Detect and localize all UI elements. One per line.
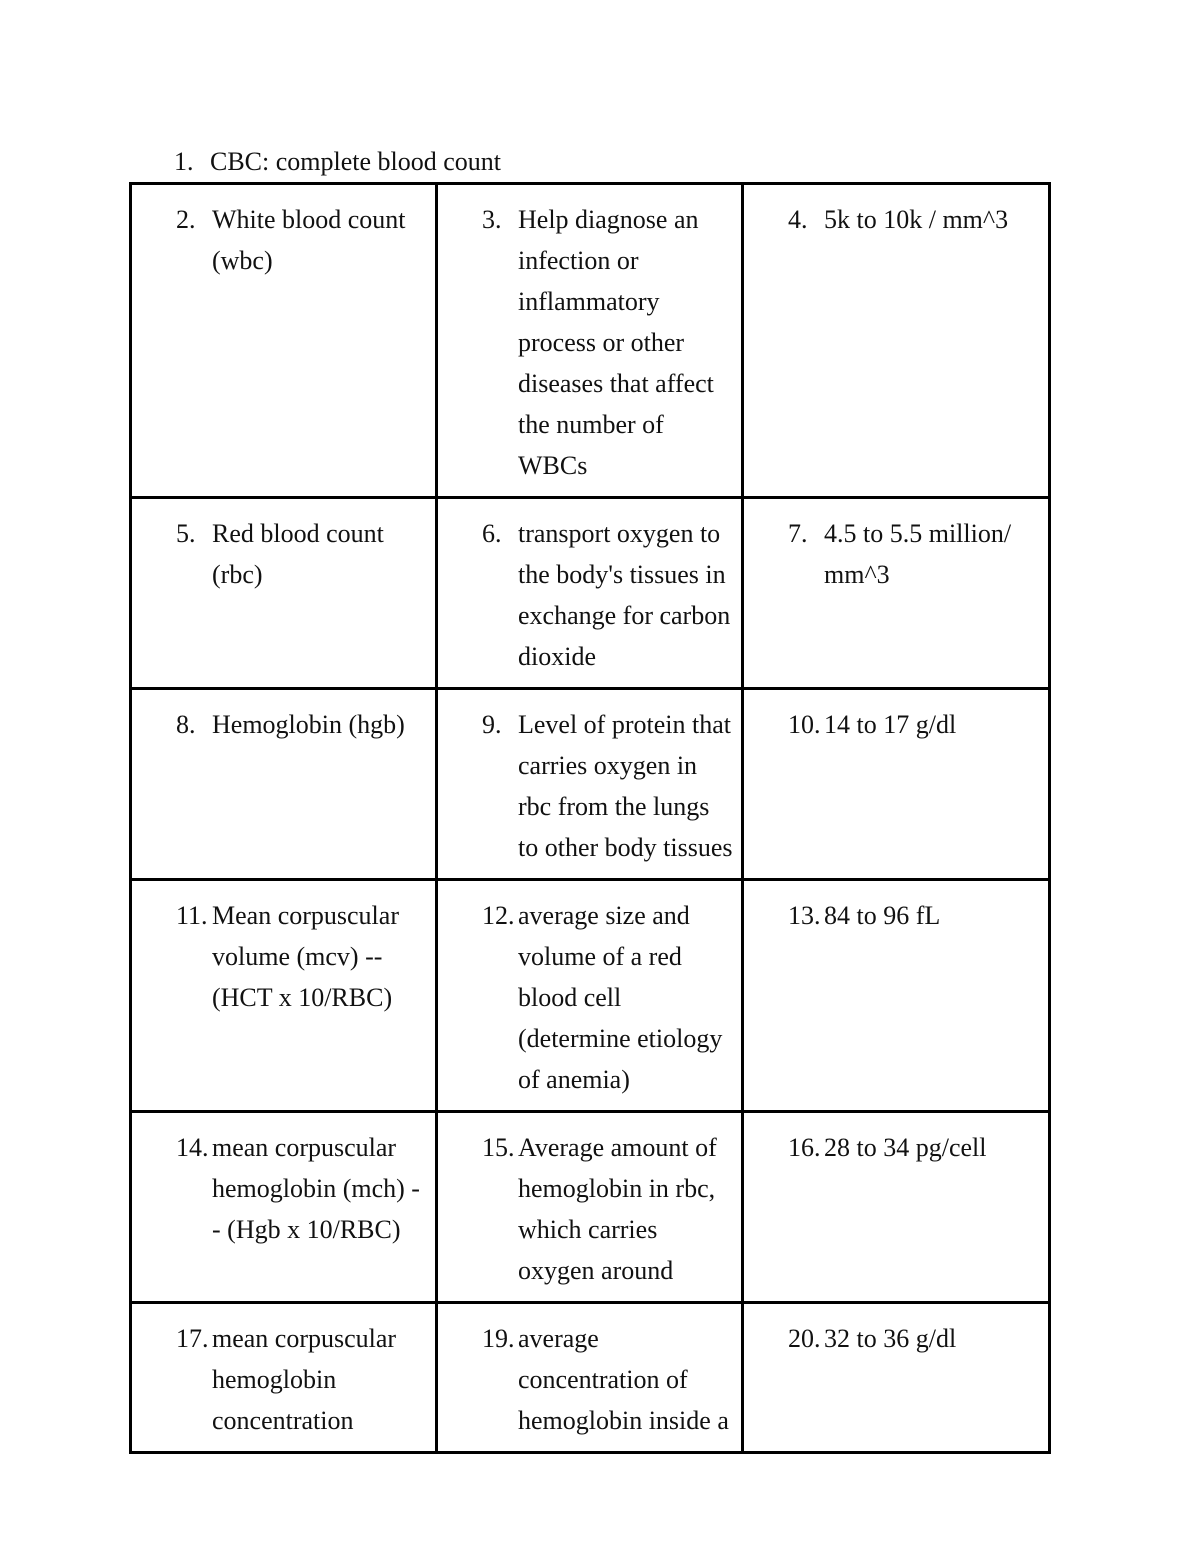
- list-number: 16.: [788, 1133, 821, 1162]
- table-cell-range: [743, 184, 1050, 498]
- normal-range: 28 to 34 pg/cell: [824, 1133, 987, 1162]
- list-number: 19.: [482, 1324, 515, 1353]
- test-purpose: Help diagnose an infection or inflammatory process or other diseases that affect the number of WBCs: [518, 205, 714, 480]
- list-number: 4.: [788, 205, 808, 234]
- test-name: mean corpuscular hemoglobin concentration: [212, 1324, 397, 1435]
- table-cell-range: [743, 880, 1050, 1112]
- table-cell-test: [131, 184, 437, 498]
- test-purpose: Average amount of hemoglobin in rbc, which carries oxygen around: [518, 1133, 717, 1285]
- table-cell-range: [743, 689, 1050, 880]
- normal-range: 4.5 to 5.5 million/ mm^3: [824, 519, 1012, 589]
- list-number: 20.: [788, 1324, 821, 1353]
- list-number: 6.: [482, 519, 502, 548]
- table-cell-purpose: [437, 498, 743, 689]
- list-number: 12.: [482, 901, 515, 930]
- normal-range: 32 to 36 g/dl: [824, 1324, 957, 1353]
- table-cell-purpose: [437, 880, 743, 1112]
- list-number: 10.: [788, 710, 821, 739]
- test-name: White blood count (wbc): [212, 205, 406, 275]
- list-number: 11.: [176, 901, 208, 930]
- table-cell-purpose: [437, 1303, 743, 1453]
- list-number: 7.: [788, 519, 808, 548]
- normal-range: 84 to 96 fL: [824, 901, 941, 930]
- test-purpose: average concentration of hemoglobin inside a: [518, 1324, 729, 1435]
- table-row: [131, 184, 1050, 498]
- list-number: 5.: [176, 519, 196, 548]
- table-cell-range: [743, 1112, 1050, 1303]
- list-number: 8.: [176, 710, 196, 739]
- list-number: 17.: [176, 1324, 209, 1353]
- table-cell-test: [131, 880, 437, 1112]
- list-number: 2.: [176, 205, 196, 234]
- table-row: [131, 1112, 1050, 1303]
- table-cell-range: [743, 498, 1050, 689]
- test-name: Hemoglobin (hgb): [212, 710, 405, 739]
- table-cell-purpose: [437, 1112, 743, 1303]
- list-number: 3.: [482, 205, 502, 234]
- list-item-title: [174, 142, 501, 182]
- test-purpose: average size and volume of a red blood cell (determine etiology of anemia): [518, 901, 723, 1094]
- cbc-table: [129, 182, 1051, 1454]
- table-row: [131, 880, 1050, 1112]
- normal-range: 14 to 17 g/dl: [824, 710, 957, 739]
- normal-range: 5k to 10k / mm^3: [824, 205, 1009, 234]
- table-cell-test: [131, 1112, 437, 1303]
- list-number: 9.: [482, 710, 502, 739]
- table-cell-test: [131, 689, 437, 880]
- list-number: 1.: [174, 147, 194, 176]
- test-purpose: transport oxygen to the body's tissues in exchange for carbon dioxide: [518, 519, 731, 671]
- list-number: 13.: [788, 901, 821, 930]
- table-cell-range: [743, 1303, 1050, 1453]
- table-row: [131, 689, 1050, 880]
- table-row: [131, 498, 1050, 689]
- test-name: mean corpuscular hemoglobin (mch) -- (Hgb x 10/RBC): [212, 1133, 420, 1244]
- list-number: 14.: [176, 1133, 209, 1162]
- table-row: [131, 1303, 1050, 1453]
- table-cell-purpose: [437, 184, 743, 498]
- table-cell-test: [131, 1303, 437, 1453]
- table-cell-test: [131, 498, 437, 689]
- document-title: CBC: complete blood count: [210, 147, 502, 176]
- test-purpose: Level of protein that carries oxygen in rbc from the lungs to other body tissues: [518, 710, 733, 862]
- test-name: Red blood count (rbc): [212, 519, 384, 589]
- table-cell-purpose: [437, 689, 743, 880]
- test-name: Mean corpuscular volume (mcv) -- (HCT x 10/RBC): [212, 901, 399, 1012]
- list-number: 15.: [482, 1133, 515, 1162]
